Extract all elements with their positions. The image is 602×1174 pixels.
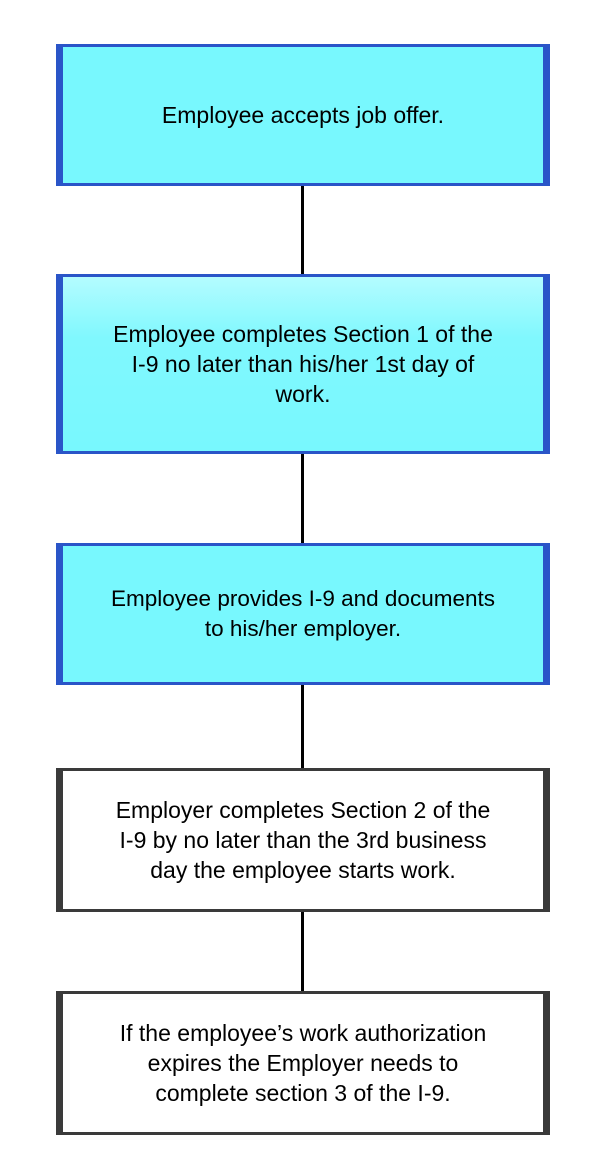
connector-line [301, 685, 304, 768]
connector-line [301, 912, 304, 991]
step-complete-section-3 [56, 991, 550, 1135]
step-complete-section-2 [56, 768, 550, 912]
step-label: Employee completes Section 1 of the I-9 no later than his/her 1st day of work. [113, 321, 493, 407]
step-label: Employee accepts job offer. [161, 102, 445, 128]
step-label: Employer completes Section 2 of the I-9 by no later than the 3rd business day the employee starts work. [115, 797, 491, 883]
step-accept-job-offer [56, 44, 550, 186]
step-complete-section-1 [56, 274, 550, 454]
connector-line [301, 186, 304, 274]
step-label: Employee provides I-9 and documents to his/her employer. [111, 586, 495, 641]
step-label: If the employee’s work authorization expires the Employer needs to complete section 3 of the I-9. [119, 1020, 487, 1106]
connector-line [301, 454, 304, 543]
step-provide-documents [56, 543, 550, 685]
